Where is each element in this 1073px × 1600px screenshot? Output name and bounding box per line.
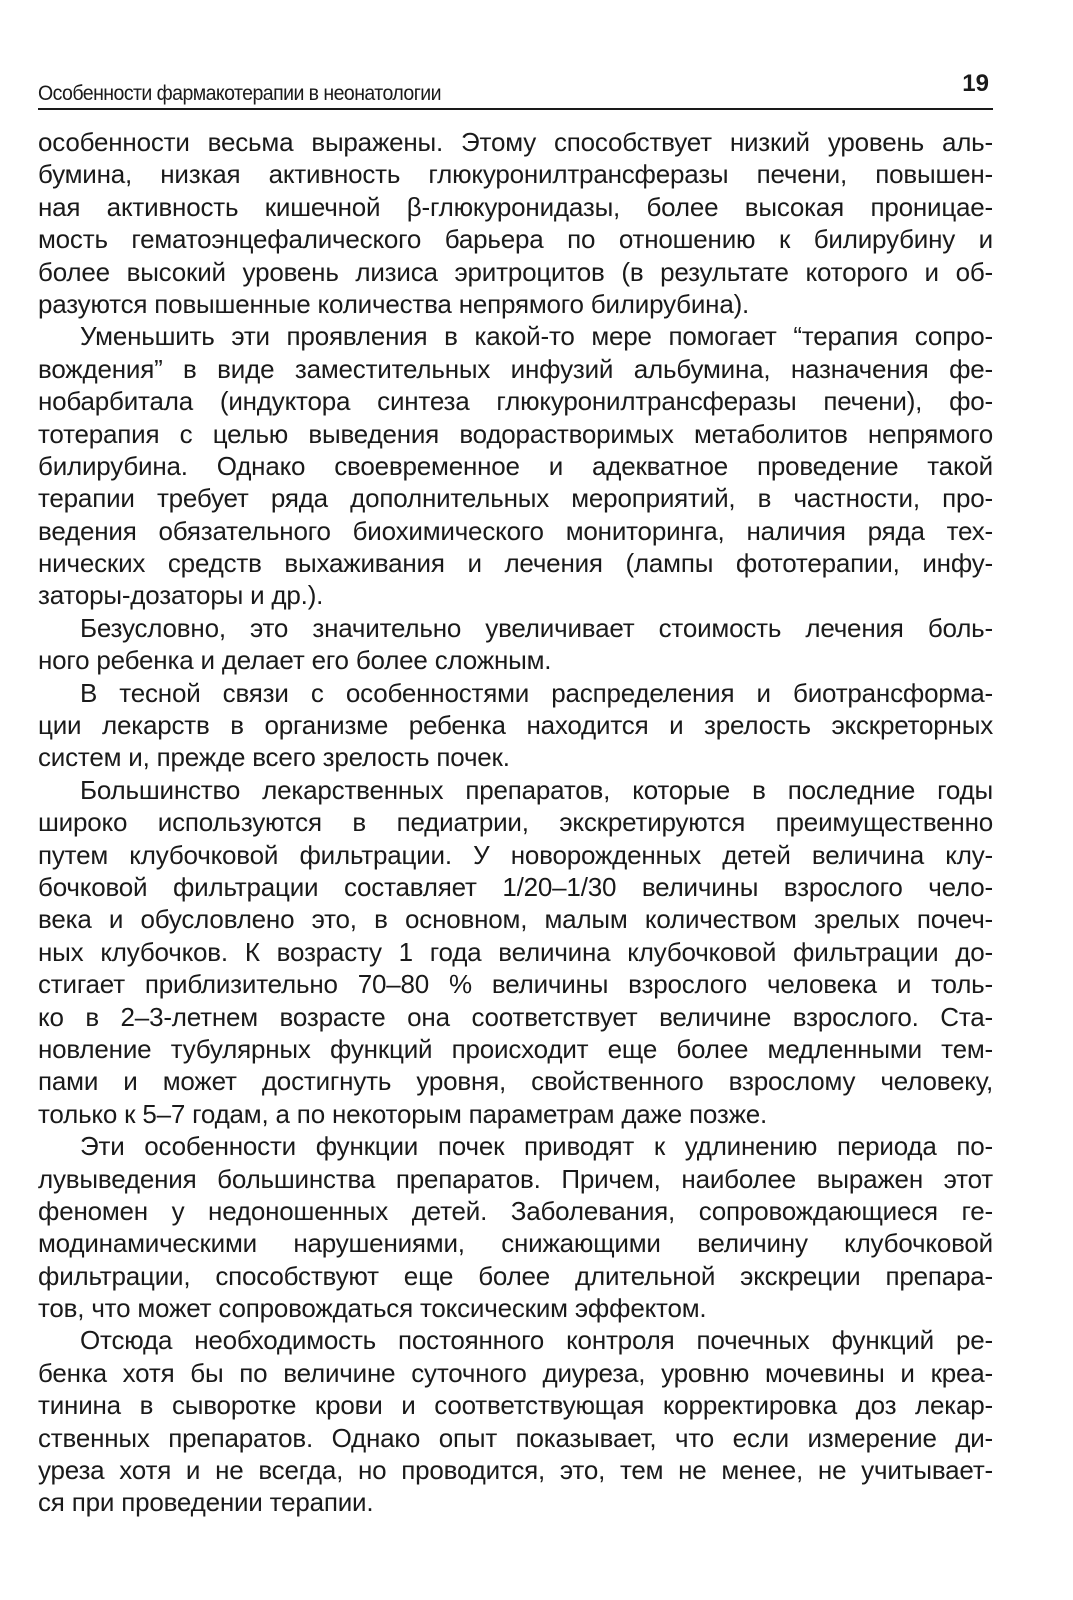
- text-line: Отсюда необходимость постоянного контроля почечных функций ре-: [80, 1325, 993, 1356]
- text-line: тинина в сыворотке крови и соответствующая корректировка доз лекар-: [38, 1390, 993, 1421]
- text-line: разуются повышенные количества непрямого билирубина).: [38, 288, 750, 319]
- chapter-title: Особенности фармакотерапии в неонатологии: [38, 82, 441, 105]
- text-line: ции лекарств в организме ребенка находится и зрелость экскреторных: [38, 710, 993, 741]
- text-line: систем и, прежде всего зрелость почек.: [38, 742, 510, 773]
- text-line: заторы-дозаторы и др.).: [38, 580, 324, 611]
- body-text: [38, 126, 993, 1519]
- text-line: бумина, низкая активность глюкуронилтрансферазы печени, повышен-: [38, 159, 993, 190]
- text-line: лувыведения большинства препаратов. Причем, наиболее выражен этот: [38, 1163, 993, 1194]
- text-line: билирубина. Однако своевременное и адекватное проведение такой: [38, 450, 993, 481]
- page-number: 19: [962, 70, 989, 97]
- text-line: ко в 2–3-летнем возрасте она соответствует величине взрослого. Ста-: [38, 1001, 993, 1032]
- text-line: века и обусловлено это, в основном, малым количеством зрелых почеч-: [38, 904, 993, 935]
- text-line: широко используются в педиатрии, экскретируются преимущественно: [38, 807, 993, 838]
- text-line: ственных препаратов. Однако опыт показывает, что если измерение ди-: [38, 1422, 993, 1453]
- text-line: Уменьшить эти проявления в какой-то мере помогает “терапия сопро-: [80, 321, 993, 352]
- header-rule: [38, 108, 993, 110]
- text-line: ного ребенка и делает его более сложным.: [38, 645, 552, 676]
- text-line: ная активность кишечной β-глюкуронидазы, более высокая проницае-: [38, 191, 993, 222]
- text-line: только к 5–7 годам, а по некоторым параметрам даже позже.: [38, 1098, 768, 1129]
- text-line: модинамическими нарушениями, снижающими величину клубочковой: [38, 1228, 993, 1259]
- text-line: уреза хотя и не всегда, но проводится, это, тем не менее, не учитывает-: [38, 1455, 993, 1486]
- text-line: бенка хотя бы по величине суточного диуреза, уровню мочевины и креа-: [38, 1357, 993, 1388]
- text-line: феномен у недоношенных детей. Заболевания, сопровождающиеся ге-: [38, 1195, 993, 1226]
- text-line: стигает приблизительно 70–80 % величины взрослого человека и толь-: [38, 969, 993, 1000]
- paragraph: [38, 1324, 993, 1518]
- text-line: фильтрации, способствуют еще более длительной экскреции препара-: [38, 1260, 993, 1291]
- text-line: особенности весьма выражены. Этому способствует низкий уровень аль-: [38, 127, 993, 157]
- text-line: Эти особенности функции почек приводят к удлинению периода по-: [80, 1131, 993, 1162]
- text-line: нических средств выхаживания и лечения (лампы фототерапии, инфу-: [38, 548, 993, 579]
- text-line: В тесной связи с особенностями распределения и биотрансформа-: [80, 677, 993, 708]
- text-line: мость гематоэнцефалического барьера по отношению к билирубину и: [38, 224, 993, 255]
- text-line: путем клубочковой фильтрации. У новорожденных детей величина клу-: [38, 839, 993, 870]
- text-line: более высокий уровень лизиса эритроцитов (в результате которого и об-: [38, 256, 993, 287]
- text-line: нобарбитала (индуктора синтеза глюкуронилтрансферазы печени), фо-: [38, 386, 993, 417]
- text-line: терапии требует ряда дополнительных мероприятий, в частности, про-: [38, 483, 993, 514]
- text-line: Безусловно, это значительно увеличивает стоимость лечения боль-: [80, 612, 993, 643]
- paragraph: [38, 126, 993, 320]
- text-line: Большинство лекарственных препаратов, которые в последние годы: [80, 774, 993, 805]
- text-line: пами и может достигнуть уровня, свойственного взрослому человеку,: [38, 1066, 993, 1097]
- running-header: [38, 66, 993, 106]
- paragraph: [38, 1130, 993, 1324]
- text-line: тотерапия с целью выведения водорастворимых метаболитов непрямого: [38, 418, 993, 449]
- text-line: ных клубочков. К возрасту 1 года величина клубочковой фильтрации до-: [38, 936, 993, 967]
- text-line: ведения обязательного биохимического мониторинга, наличия ряда тех-: [38, 515, 993, 546]
- paragraph: [38, 320, 993, 612]
- text-line: вождения” в виде заместительных инфузий альбумина, назначения фе-: [38, 353, 993, 384]
- text-line: ся при проведении терапии.: [38, 1487, 374, 1518]
- text-line: тов, что может сопровождаться токсическим эффектом.: [38, 1293, 707, 1324]
- paragraph: [38, 677, 993, 774]
- text-line: новление тубулярных функций происходит еще более медленными тем-: [38, 1033, 993, 1064]
- text-line: бочковой фильтрации составляет 1/20–1/30 величины взрослого чело-: [38, 871, 993, 902]
- paragraph: [38, 612, 993, 677]
- paragraph: [38, 774, 993, 1130]
